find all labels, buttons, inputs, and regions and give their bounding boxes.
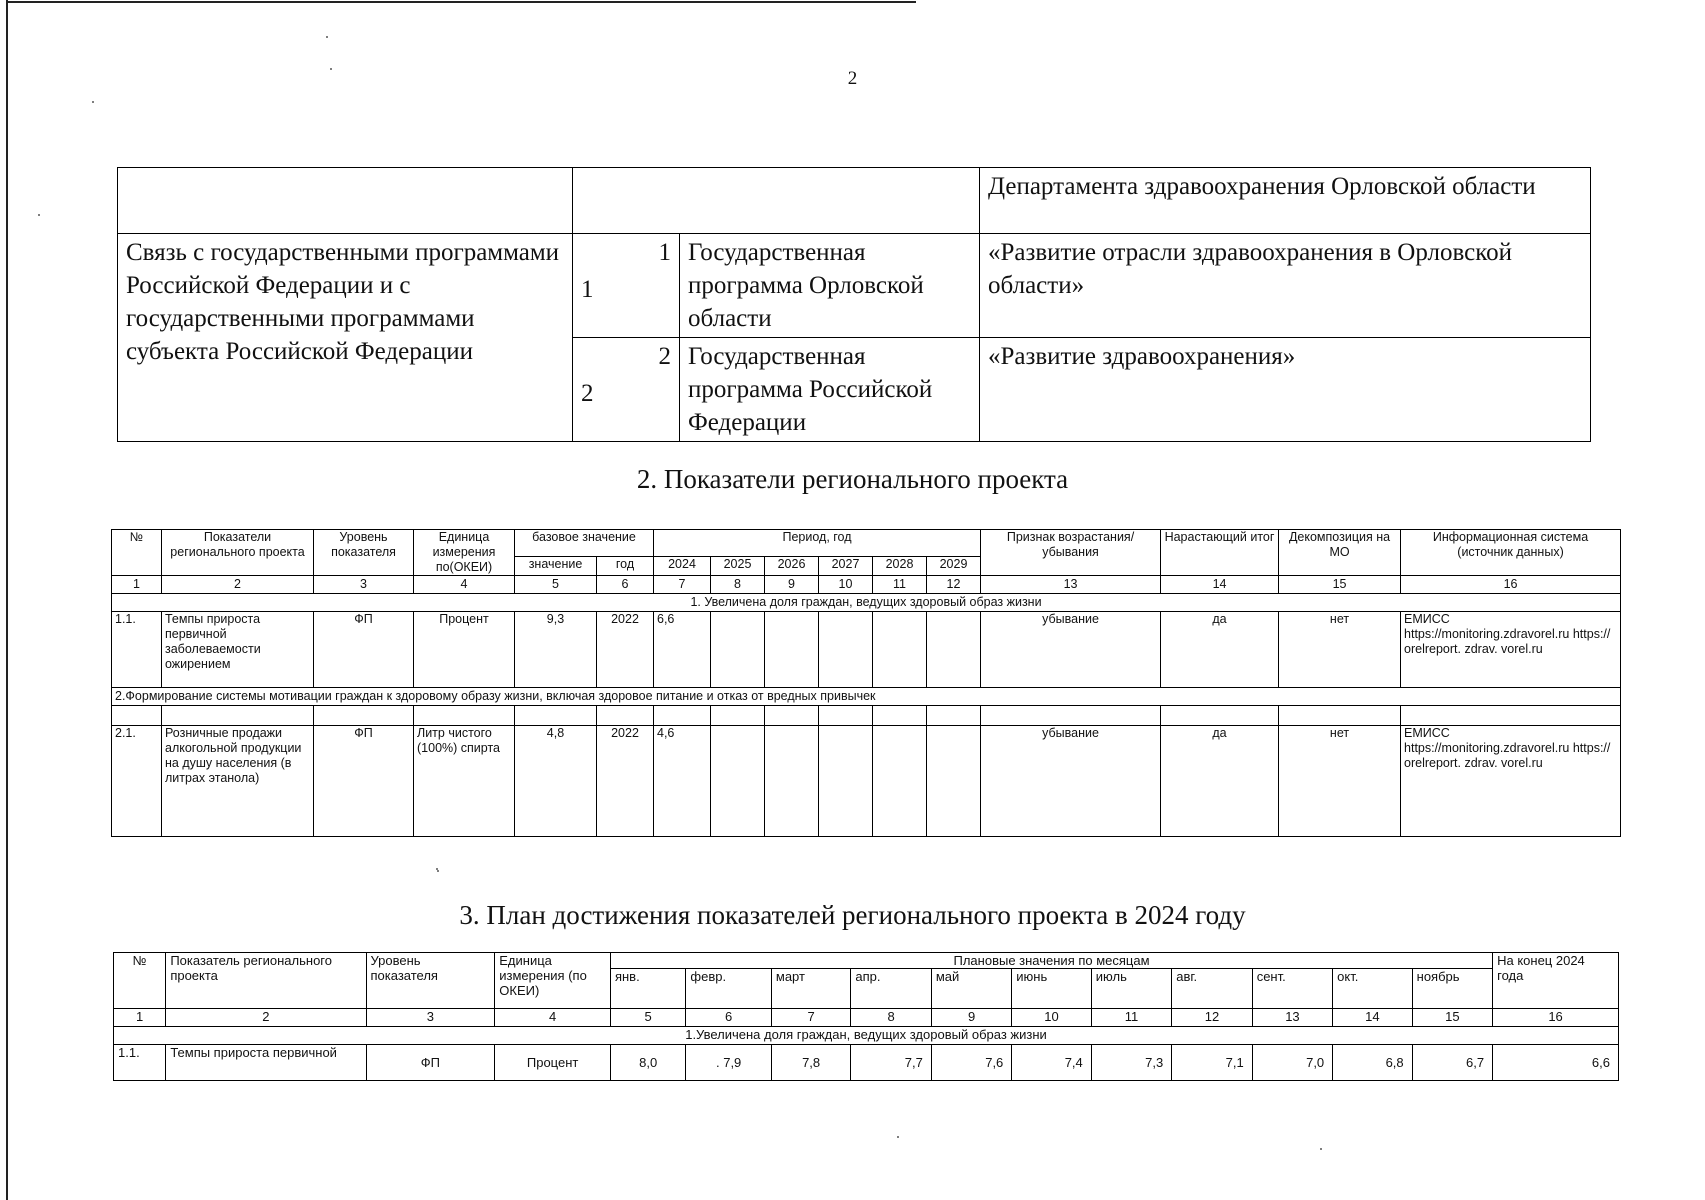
header-year: 2028 (873, 557, 927, 576)
column-number: 7 (654, 576, 711, 594)
column-number: 6 (686, 1009, 772, 1027)
header-year: 2026 (765, 557, 819, 576)
decomposition-flag: нет (1279, 726, 1401, 837)
column-number: 2 (166, 1009, 366, 1027)
month-value: 6,8 (1333, 1045, 1412, 1081)
section-title: 2.Формирование системы мотивации граждан к здоровому образу жизни, включая здоровое питание и отказ от вредных привычек (112, 688, 1621, 706)
column-number: 7 (771, 1009, 850, 1027)
column-number: 8 (851, 1009, 931, 1027)
scan-speck (436, 868, 438, 870)
column-number: 1 (114, 1009, 166, 1027)
program-name: «Развитие здравоохранения» (980, 338, 1591, 442)
month-value: 7,1 (1172, 1045, 1252, 1081)
header-sign: Признак возрастания/убывания (981, 530, 1161, 576)
row-number: 1 (581, 276, 594, 303)
section-title: 1. Увеличена доля граждан, ведущих здоровый образ жизни (112, 594, 1621, 612)
column-number: 15 (1279, 576, 1401, 594)
value-2028 (873, 726, 927, 837)
section-heading: 2. Показатели регионального проекта (636, 464, 1069, 494)
blank-cell (573, 168, 980, 234)
column-number: 2 (162, 576, 314, 594)
month-value: 7,6 (931, 1045, 1011, 1081)
blank-cell (118, 168, 573, 234)
indicator-unit: Литр чистого (100%) спирта (414, 726, 515, 837)
program-name: «Развитие отрасли здравоохранения в Орловской области» (980, 234, 1591, 338)
header-month: май (931, 969, 1011, 1009)
value-2026 (765, 726, 819, 837)
column-number: 3 (366, 1009, 495, 1027)
column-number: 13 (1252, 1009, 1332, 1027)
section-heading: 3. План достижения показателей регионального проекта в 2024 году (459, 900, 1246, 930)
indicator-unit: Процент (495, 1045, 611, 1081)
table-row (114, 1045, 1619, 1081)
value-2029 (927, 726, 981, 837)
section-title: 1.Увеличена доля граждан, ведущих здоровый образ жизни (114, 1027, 1619, 1045)
month-value: 8,0 (610, 1045, 685, 1081)
header-month: апр. (851, 969, 931, 1009)
program-type: Государственная программа Российской Федерации (680, 338, 980, 442)
program-link-table (117, 167, 1591, 442)
column-number: 5 (515, 576, 597, 594)
header-no: № (114, 953, 166, 1009)
header-monthly: Плановые значения по месяцам (610, 953, 1492, 969)
indicator-name: Розничные продажи алкогольной продукции на душу населения (в литрах этанола) (162, 726, 314, 837)
value-2029 (927, 612, 981, 688)
base-value: 4,8 (515, 726, 597, 837)
header-year-end: На конец 2024 года (1493, 953, 1619, 1009)
column-number: 16 (1493, 1009, 1619, 1027)
column-number: 11 (873, 576, 927, 594)
scan-speck (38, 214, 40, 216)
monthly-plan-table (113, 952, 1619, 1081)
row-no: 1.1. (112, 612, 162, 688)
header-indicator: Показатель регионального проекта (166, 953, 366, 1009)
cumulative-flag: да (1161, 726, 1279, 837)
info-system: ЕМИСС https://monitoring.zdravorel.ru https:// orelreport. zdrav. vorel.ru (1401, 726, 1621, 837)
header-base: базовое значение (515, 530, 654, 557)
header-decomposition: Декомпозиция на МО (1279, 530, 1401, 576)
header-month: сент. (1252, 969, 1332, 1009)
header-month: окт. (1333, 969, 1412, 1009)
header-level: Уровень показателя (366, 953, 495, 1009)
column-number: 16 (1401, 576, 1621, 594)
header-base-value: значение (515, 557, 597, 576)
header-infosystem: Информационная система (источник данных) (1401, 530, 1621, 576)
scan-speck (326, 36, 328, 38)
scan-edge-top (6, 1, 916, 3)
column-number: 12 (927, 576, 981, 594)
row-number: 2 (658, 343, 671, 370)
trend-sign: убывание (981, 726, 1161, 837)
header-month: июнь (1012, 969, 1091, 1009)
column-number: 11 (1091, 1009, 1171, 1027)
column-number: 10 (1012, 1009, 1091, 1027)
header-year: 2029 (927, 557, 981, 576)
indicator-name: Темпы прироста первичной (166, 1045, 366, 1081)
base-year: 2022 (597, 612, 654, 688)
row-number: 2 (581, 380, 594, 407)
decomposition-flag: нет (1279, 612, 1401, 688)
month-value: 7,8 (771, 1045, 850, 1081)
column-number: 6 (597, 576, 654, 594)
empty-row (112, 706, 1621, 726)
column-number: 13 (981, 576, 1161, 594)
indicator-level: ФП (314, 612, 414, 688)
indicator-level: ФП (366, 1045, 495, 1081)
value-2027 (819, 726, 873, 837)
value-2024: 6,6 (654, 612, 711, 688)
page-number: 2 (847, 68, 858, 89)
header-cumulative: Нарастающий итог (1161, 530, 1279, 576)
column-number: 14 (1333, 1009, 1412, 1027)
trend-sign: убывание (981, 612, 1161, 688)
month-value: 7,7 (851, 1045, 931, 1081)
header-unit: Единица измерения по(ОКЕИ) (414, 530, 515, 576)
header-month: июль (1091, 969, 1171, 1009)
row-no: 1.1. (114, 1045, 166, 1081)
program-link-label: Связь с государственными программами Российской Федерации и с государственными программами субъекта Российской Федерации (118, 234, 573, 442)
value-2026 (765, 612, 819, 688)
header-month: ноябрь (1412, 969, 1492, 1009)
scan-edge-left (6, 0, 8, 1200)
scan-speck (897, 1136, 899, 1138)
month-value: 7,0 (1252, 1045, 1332, 1081)
column-number: 3 (314, 576, 414, 594)
value-2024: 4,6 (654, 726, 711, 837)
column-number: 12 (1172, 1009, 1252, 1027)
value-2027 (819, 612, 873, 688)
header-indicator: Показатели регионального проекта (162, 530, 314, 576)
indicator-level: ФП (314, 726, 414, 837)
header-level: Уровень показателя (314, 530, 414, 576)
header-month: март (771, 969, 850, 1009)
year-end-value: 6,6 (1493, 1045, 1619, 1081)
value-2025 (711, 612, 765, 688)
cumulative-flag: да (1161, 612, 1279, 688)
row-number-cell (573, 234, 680, 338)
header-year: 2027 (819, 557, 873, 576)
scan-speck (1320, 1148, 1322, 1150)
month-value: 7,3 (1091, 1045, 1171, 1081)
column-number: 9 (931, 1009, 1011, 1027)
base-year: 2022 (597, 726, 654, 837)
header-month: янв. (610, 969, 685, 1009)
column-number: 9 (765, 576, 819, 594)
value-2025 (711, 726, 765, 837)
program-type: Государственная программа Орловской области (680, 234, 980, 338)
column-number: 5 (610, 1009, 685, 1027)
column-number: 15 (1412, 1009, 1492, 1027)
row-no: 2.1. (112, 726, 162, 837)
column-number: 8 (711, 576, 765, 594)
column-number: 4 (495, 1009, 611, 1027)
indicator-unit: Процент (414, 612, 515, 688)
header-month: авг. (1172, 969, 1252, 1009)
scan-speck (92, 101, 94, 103)
indicators-table (111, 529, 1621, 837)
header-period: Период, год (654, 530, 981, 557)
scan-speck (330, 68, 332, 70)
indicator-name: Темпы прироста первичной заболеваемости ожирением (162, 612, 314, 688)
month-value: 7,4 (1012, 1045, 1091, 1081)
info-system: ЕМИСС https://monitoring.zdravorel.ru https:// orelreport. zdrav. vorel.ru (1401, 612, 1621, 688)
value-2028 (873, 612, 927, 688)
month-value: 6,7 (1412, 1045, 1492, 1081)
column-number: 1 (112, 576, 162, 594)
base-value: 9,3 (515, 612, 597, 688)
column-number: 4 (414, 576, 515, 594)
month-value: . 7,9 (686, 1045, 772, 1081)
header-year: 2025 (711, 557, 765, 576)
header-year: 2024 (654, 557, 711, 576)
scan-speck (437, 870, 439, 872)
header-unit: Единица измерения (по ОКЕИ) (495, 953, 611, 1009)
row-number-cell (573, 338, 680, 442)
column-number: 10 (819, 576, 873, 594)
header-no: № (112, 530, 162, 576)
row-number: 1 (658, 239, 671, 266)
table-row (112, 726, 1621, 837)
header-base-year: год (597, 557, 654, 576)
header-month: февр. (686, 969, 772, 1009)
column-number: 14 (1161, 576, 1279, 594)
department-cell: Департамента здравоохранения Орловской области (980, 168, 1591, 234)
table-row (112, 612, 1621, 688)
